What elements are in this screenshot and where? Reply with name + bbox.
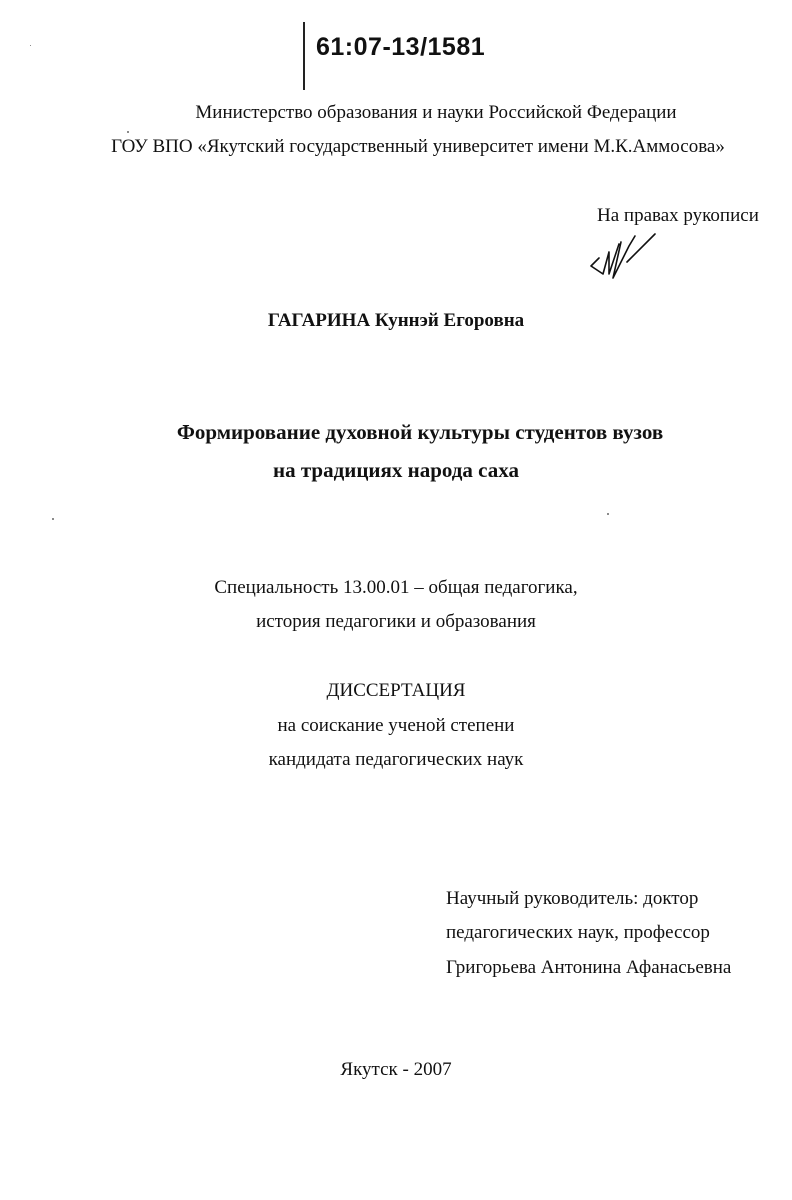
title-line-1: Формирование духовной культуры студентов вузов <box>176 420 664 444</box>
scan-speck <box>52 518 54 520</box>
degree-line-2: кандидата педагогических наук <box>268 749 524 770</box>
university-line: ГОУ ВПО «Якутский государственный университет имени М.К.Аммосова» <box>111 136 725 157</box>
scan-speck <box>30 45 31 46</box>
specialty-line-2: история педагогики и образования <box>256 611 536 632</box>
supervisor-line-1: Научный руководитель: доктор <box>446 888 699 909</box>
supervisor-line-2: педагогических наук, профессор <box>446 922 710 943</box>
scan-speck <box>607 513 609 515</box>
catalog-number: 61:07-13/1581 <box>316 33 486 61</box>
ministry-line: Министерство образования и науки Российской Федерации <box>195 102 677 123</box>
city-year: Якутск - 2007 <box>340 1059 452 1080</box>
manuscript-rights: На правах рукописи <box>597 205 759 226</box>
signature-icon <box>585 222 665 282</box>
work-type: ДИССЕРТАЦИЯ <box>326 680 466 701</box>
author-name: ГАГАРИНА Куннэй Егоровна <box>267 310 525 331</box>
specialty-line-1: Специальность 13.00.01 – общая педагогика, <box>214 577 578 598</box>
scan-speck <box>127 131 129 133</box>
title-line-2: на традициях народа саха <box>273 458 519 482</box>
degree-line-1: на соискание ученой степени <box>277 715 515 736</box>
supervisor-line-3: Григорьева Антонина Афанасьевна <box>446 957 732 978</box>
stamp-divider <box>303 22 305 90</box>
